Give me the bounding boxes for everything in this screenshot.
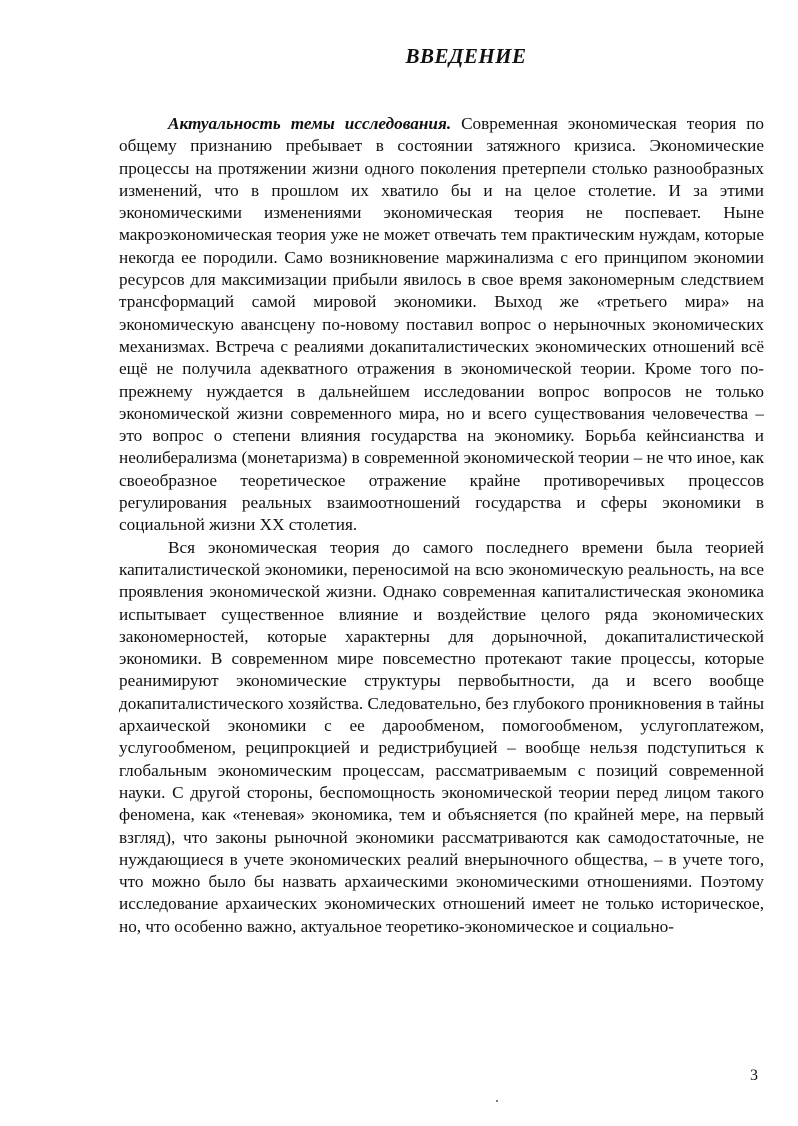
paragraph-economic-theory: Вся экономическая теория до самого последнего времени была теорией капиталистической экономики, переносимой на всю экономическую реальность, на все проявления экономической жизни. Однако современная капиталистическая экономика испытывает существенное влияние и воздействие целого ряда экономических закономерностей, которые характерны для дорыночной, докапиталистической экономики. В современном мире повсеместно протекают такие процессы, которые реанимируют экономические структуры первобытности, да и всего вообще докапиталистического хозяйства. Следовательно, без глубокого проникновения в тайны архаической экономики с ее дарообменом, помогообменом, услугоплатежом, услугообменом, реципрокцией и редистрибуцией – вообще нельзя подступиться к глобальным экономическим процессам, рассматриваемым с позиций современной науки. С другой стороны, беспомощность экономической теории перед лицом такого феномена, как «теневая» экономика, тем и объясняется (по крайней мере, на первый взгляд), что законы рыночной экономики рассматриваются как самодостаточные, не нуждающиеся в учете экономических реалий внерыночного общества, – в учете того, что можно было бы назвать архаическими экономическими отношениями. Поэтому исследование архаических экономических отношений имеет не только историческое, но, что особенно важно, актуальное теоретико-экономическое и социально-	[119, 537, 764, 936]
page-number: 3	[750, 1067, 758, 1084]
paragraph-relevance-text: Современная экономическая теория по общему признанию пребывает в состоянии затяжного кризиса. Экономические процессы на протяжении жизни одного поколения претерпели столько разнообразных изменений, что в прошлом их хватило бы и на целое столетие. И за этими экономическими изменениями экономическая теория не поспевает. Ныне макроэкономическая теория уже не может отвечать тем практическим нуждам, которые некогда ее породили. Само возникновение маржинализма с его принципом экономии ресурсов для максимизации прибыли явилось в свое время закономерным следствием трансформаций самой мировой экономики. Выход же «третьего мира» на экономическую авансцену по-новому поставил вопрос о нерыночных экономических механизмах. Встреча с реалиями докапиталистических экономических отношений всё ещё не получила адекватного отражения в экономической теории. Кроме того по-прежнему нуждается в дальнейшем исследовании вопрос вопросов не только экономической жизни современного мира, но и всего существования человечества – это вопрос о степени влияния государства на экономику. Борьба кейнсианства и неолиберализма (монетаризма) в современной экономической теории – не что иное, как своеобразное теоретическое отражение крайне противоречивых процессов регулирования реальных взаимоотношений государства и сферы экономики в социальной жизни XX столетия.	[119, 114, 764, 535]
paragraph-relevance	[119, 113, 764, 537]
page-title: ВВЕДЕНИЕ	[405, 44, 527, 68]
relevance-heading: Актуальность темы исследования.	[168, 114, 452, 133]
scan-speck	[496, 1100, 498, 1102]
body-text	[119, 113, 764, 938]
